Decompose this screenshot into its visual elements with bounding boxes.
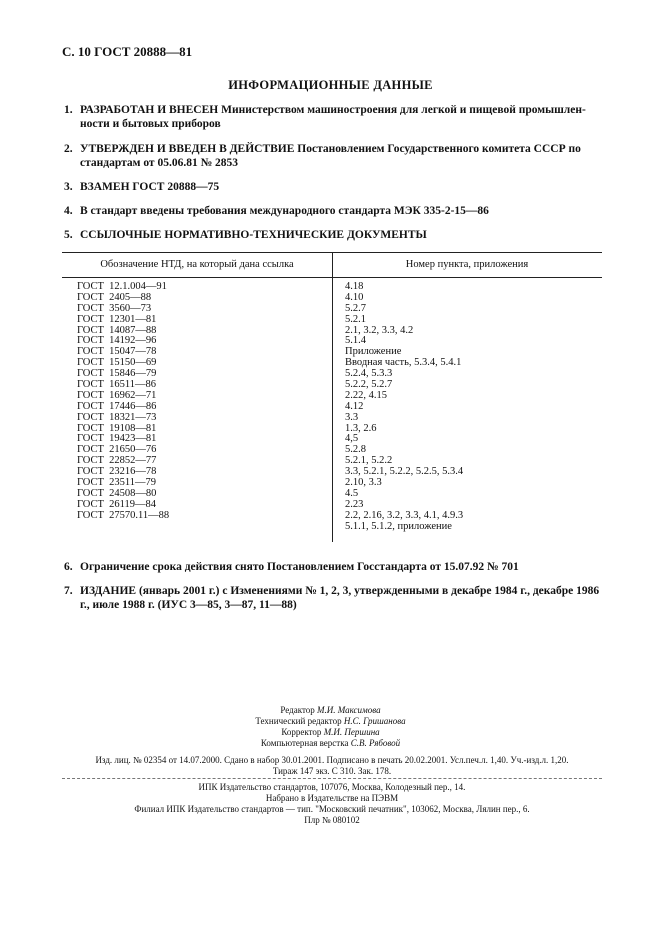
reference-docs-table <box>62 252 602 542</box>
item-number: 1. <box>64 104 73 116</box>
section-title: ИНФОРМАЦИОННЫЕ ДАННЫЕ <box>228 78 433 92</box>
item-text: ВЗАМЕН ГОСТ 20888—75 <box>80 181 220 193</box>
table-cell-clause: 5.2.2, 5.2.7 <box>345 379 393 391</box>
table-cell-document: ГОСТ 27570.11—88 <box>77 509 170 521</box>
table-cell-document: ГОСТ 12301—81 <box>77 313 157 325</box>
table-cell-clause: Приложение <box>345 346 402 358</box>
table-cell-document: ГОСТ 26119—84 <box>77 498 157 510</box>
document-column <box>77 282 169 532</box>
table-cell-document: ГОСТ 22852—77 <box>77 455 157 467</box>
info-item-5 <box>64 228 604 242</box>
table-cell-document: ГОСТ 16962—71 <box>77 389 157 401</box>
publication-info-line: Тираж 147 экз. С 310. Зак. 178. <box>272 766 392 776</box>
publication-info <box>62 755 602 777</box>
credits-block <box>0 705 661 749</box>
item-text: РАЗРАБОТАН И ВНЕСЕН Министерством машиностроения для легкой и пищевой промышлен-ности и бытовых приборов <box>80 104 586 130</box>
table-cell-clause: Вводная часть, 5.3.4, 5.4.1 <box>345 357 462 369</box>
info-item-7 <box>64 584 604 612</box>
table-cell-document: ГОСТ 2405—88 <box>77 291 152 303</box>
table-cell-clause: 5.2.8 <box>345 444 366 456</box>
item-number: 3. <box>64 181 73 193</box>
credit-layout <box>0 738 661 749</box>
credit-name: М.И. Максимова <box>317 705 381 715</box>
item-text: ССЫЛОЧНЫЕ НОРМАТИВНО-ТЕХНИЧЕСКИЕ ДОКУМЕНТЫ <box>80 229 427 241</box>
table-cell-document: ГОСТ 19423—81 <box>77 433 157 445</box>
credit-tech-editor <box>0 716 661 727</box>
table-cell-clause: 5.2.1, 5.2.2 <box>345 455 393 467</box>
credit-label: Компьютерная верстка <box>260 738 349 748</box>
table-cell-clause: 5.1.1, 5.1.2, приложение <box>345 520 452 532</box>
item-number: 7. <box>64 585 73 597</box>
table-cell-clause: 5.1.4 <box>345 335 366 347</box>
credit-editor <box>0 705 661 716</box>
credit-name: С.В. Рябовой <box>350 738 401 748</box>
item-text: Ограничение срока действия снято Постановлением Госстандарта от 15.07.92 № 701 <box>80 561 519 573</box>
table-cell-clause: 4.12 <box>345 400 364 412</box>
table-cell-clause: 4.10 <box>345 291 364 303</box>
print-info-line: ИПК Издательство стандартов, 107076, Москва, Колодезный пер., 14. <box>198 782 466 792</box>
table-cell-document: ГОСТ 12.1.004—91 <box>77 281 167 292</box>
credit-label: Корректор <box>281 727 322 737</box>
credit-name: М.И. Першина <box>323 727 380 737</box>
clause-column <box>345 282 463 532</box>
publication-info-line: Изд. лиц. № 02354 от 14.07.2000. Сдано в набор 30.01.2001. Подписано в печать 20.02.2001. Усл.печ.л. 1,40. Уч.-изд.л. 1,20. <box>95 755 569 765</box>
print-info-line: Филиал ИПК Издательство стандартов — тип. "Московский печатник", 103062, Москва, Лялин пер., 6. <box>134 804 530 814</box>
info-item-6 <box>64 560 604 574</box>
table-cell-document: ГОСТ 23511—79 <box>77 477 157 489</box>
item-number: 5. <box>64 229 73 241</box>
column-header-document: Обозначение НТД, на который дана ссылка <box>100 259 294 270</box>
table-cell-clause: 4.5 <box>345 487 359 499</box>
table-cell-document: ГОСТ 16511—86 <box>77 379 157 391</box>
table-cell-clause: 2.23 <box>345 498 364 510</box>
table-cell-document: ГОСТ 15150—69 <box>77 357 157 369</box>
table-cell-document: ГОСТ 15846—79 <box>77 368 157 380</box>
info-item-4 <box>64 204 604 218</box>
credit-corrector <box>0 727 661 738</box>
item-text: ИЗДАНИЕ (январь 2001 г.) с Изменениями № 1, 2, 3, утвержденными в декабре 1984 г., декабре 1986 г., июле 1988 г. (ИУС 3—85, 3—87, 11—88) <box>80 585 600 611</box>
info-item-1 <box>64 103 604 131</box>
separator-line <box>62 778 602 779</box>
item-number: 4. <box>64 205 73 217</box>
table-cell-clause: 3.3, 5.2.1, 5.2.2, 5.2.5, 5.3.4 <box>345 466 464 478</box>
table-cell-clause: 5.2.7 <box>345 302 366 314</box>
table-cell-document: ГОСТ 15047—78 <box>77 346 157 358</box>
table-cell-document: ГОСТ 24508—80 <box>77 487 157 499</box>
credit-name: Н.С. Гришанова <box>343 716 406 726</box>
table-cell-clause: 2.1, 3.2, 3.3, 4.2 <box>345 324 414 336</box>
table-cell-document: ГОСТ 14087—88 <box>77 324 157 336</box>
table-cell-document: ГОСТ 21650—76 <box>77 444 157 456</box>
table-cell-document: ГОСТ 19108—81 <box>77 422 157 434</box>
table-cell-clause: 5.2.4, 5.3.3 <box>345 368 393 380</box>
print-info-line: Набрано в Издательстве на ПЭВМ <box>265 793 399 803</box>
table-cell-clause: 4,5 <box>345 433 359 445</box>
item-number: 2. <box>64 143 73 155</box>
credit-label: Технический редактор <box>255 716 342 726</box>
table-cell-document <box>77 522 169 533</box>
table-cell-clause: 3.3 <box>345 411 359 423</box>
page-header: С. 10 ГОСТ 20888—81 <box>62 44 193 59</box>
table-cell-clause: 2.22, 4.15 <box>345 389 387 401</box>
table-cell-document: ГОСТ 17446—86 <box>77 400 157 412</box>
print-info <box>62 782 602 826</box>
print-info-line: Плр № 080102 <box>304 815 360 825</box>
table-cell-document: ГОСТ 18321—73 <box>77 411 157 423</box>
table-cell-document: ГОСТ 14192—96 <box>77 335 157 347</box>
info-item-2 <box>64 142 604 170</box>
table-cell-clause: 5.2.1 <box>345 313 366 325</box>
table-cell-document: ГОСТ 3560—73 <box>77 302 152 314</box>
column-header-clause: Номер пункта, приложения <box>405 259 529 270</box>
table-cell-clause: 1.3, 2.6 <box>345 422 377 434</box>
item-number: 6. <box>64 561 73 573</box>
credit-label: Редактор <box>280 705 315 715</box>
table-cell-clause: 2.10, 3.3 <box>345 477 382 489</box>
table-cell-clause: 2.2, 2.16, 3.2, 3.3, 4.1, 4.9.3 <box>345 509 464 521</box>
table-cell-document: ГОСТ 23216—78 <box>77 466 157 478</box>
table-column-divider <box>332 252 333 542</box>
table-cell-clause: 4.18 <box>345 281 364 292</box>
info-item-3 <box>64 180 604 194</box>
item-text: УТВЕРЖДЕН И ВВЕДЕН В ДЕЙСТВИЕ Постановлением Государственного комитета СССР по стандартам от 05.06.81 № 2853 <box>80 143 581 169</box>
item-text: В стандарт введены требования международного стандарта МЭК 335-2-15—86 <box>80 205 489 217</box>
